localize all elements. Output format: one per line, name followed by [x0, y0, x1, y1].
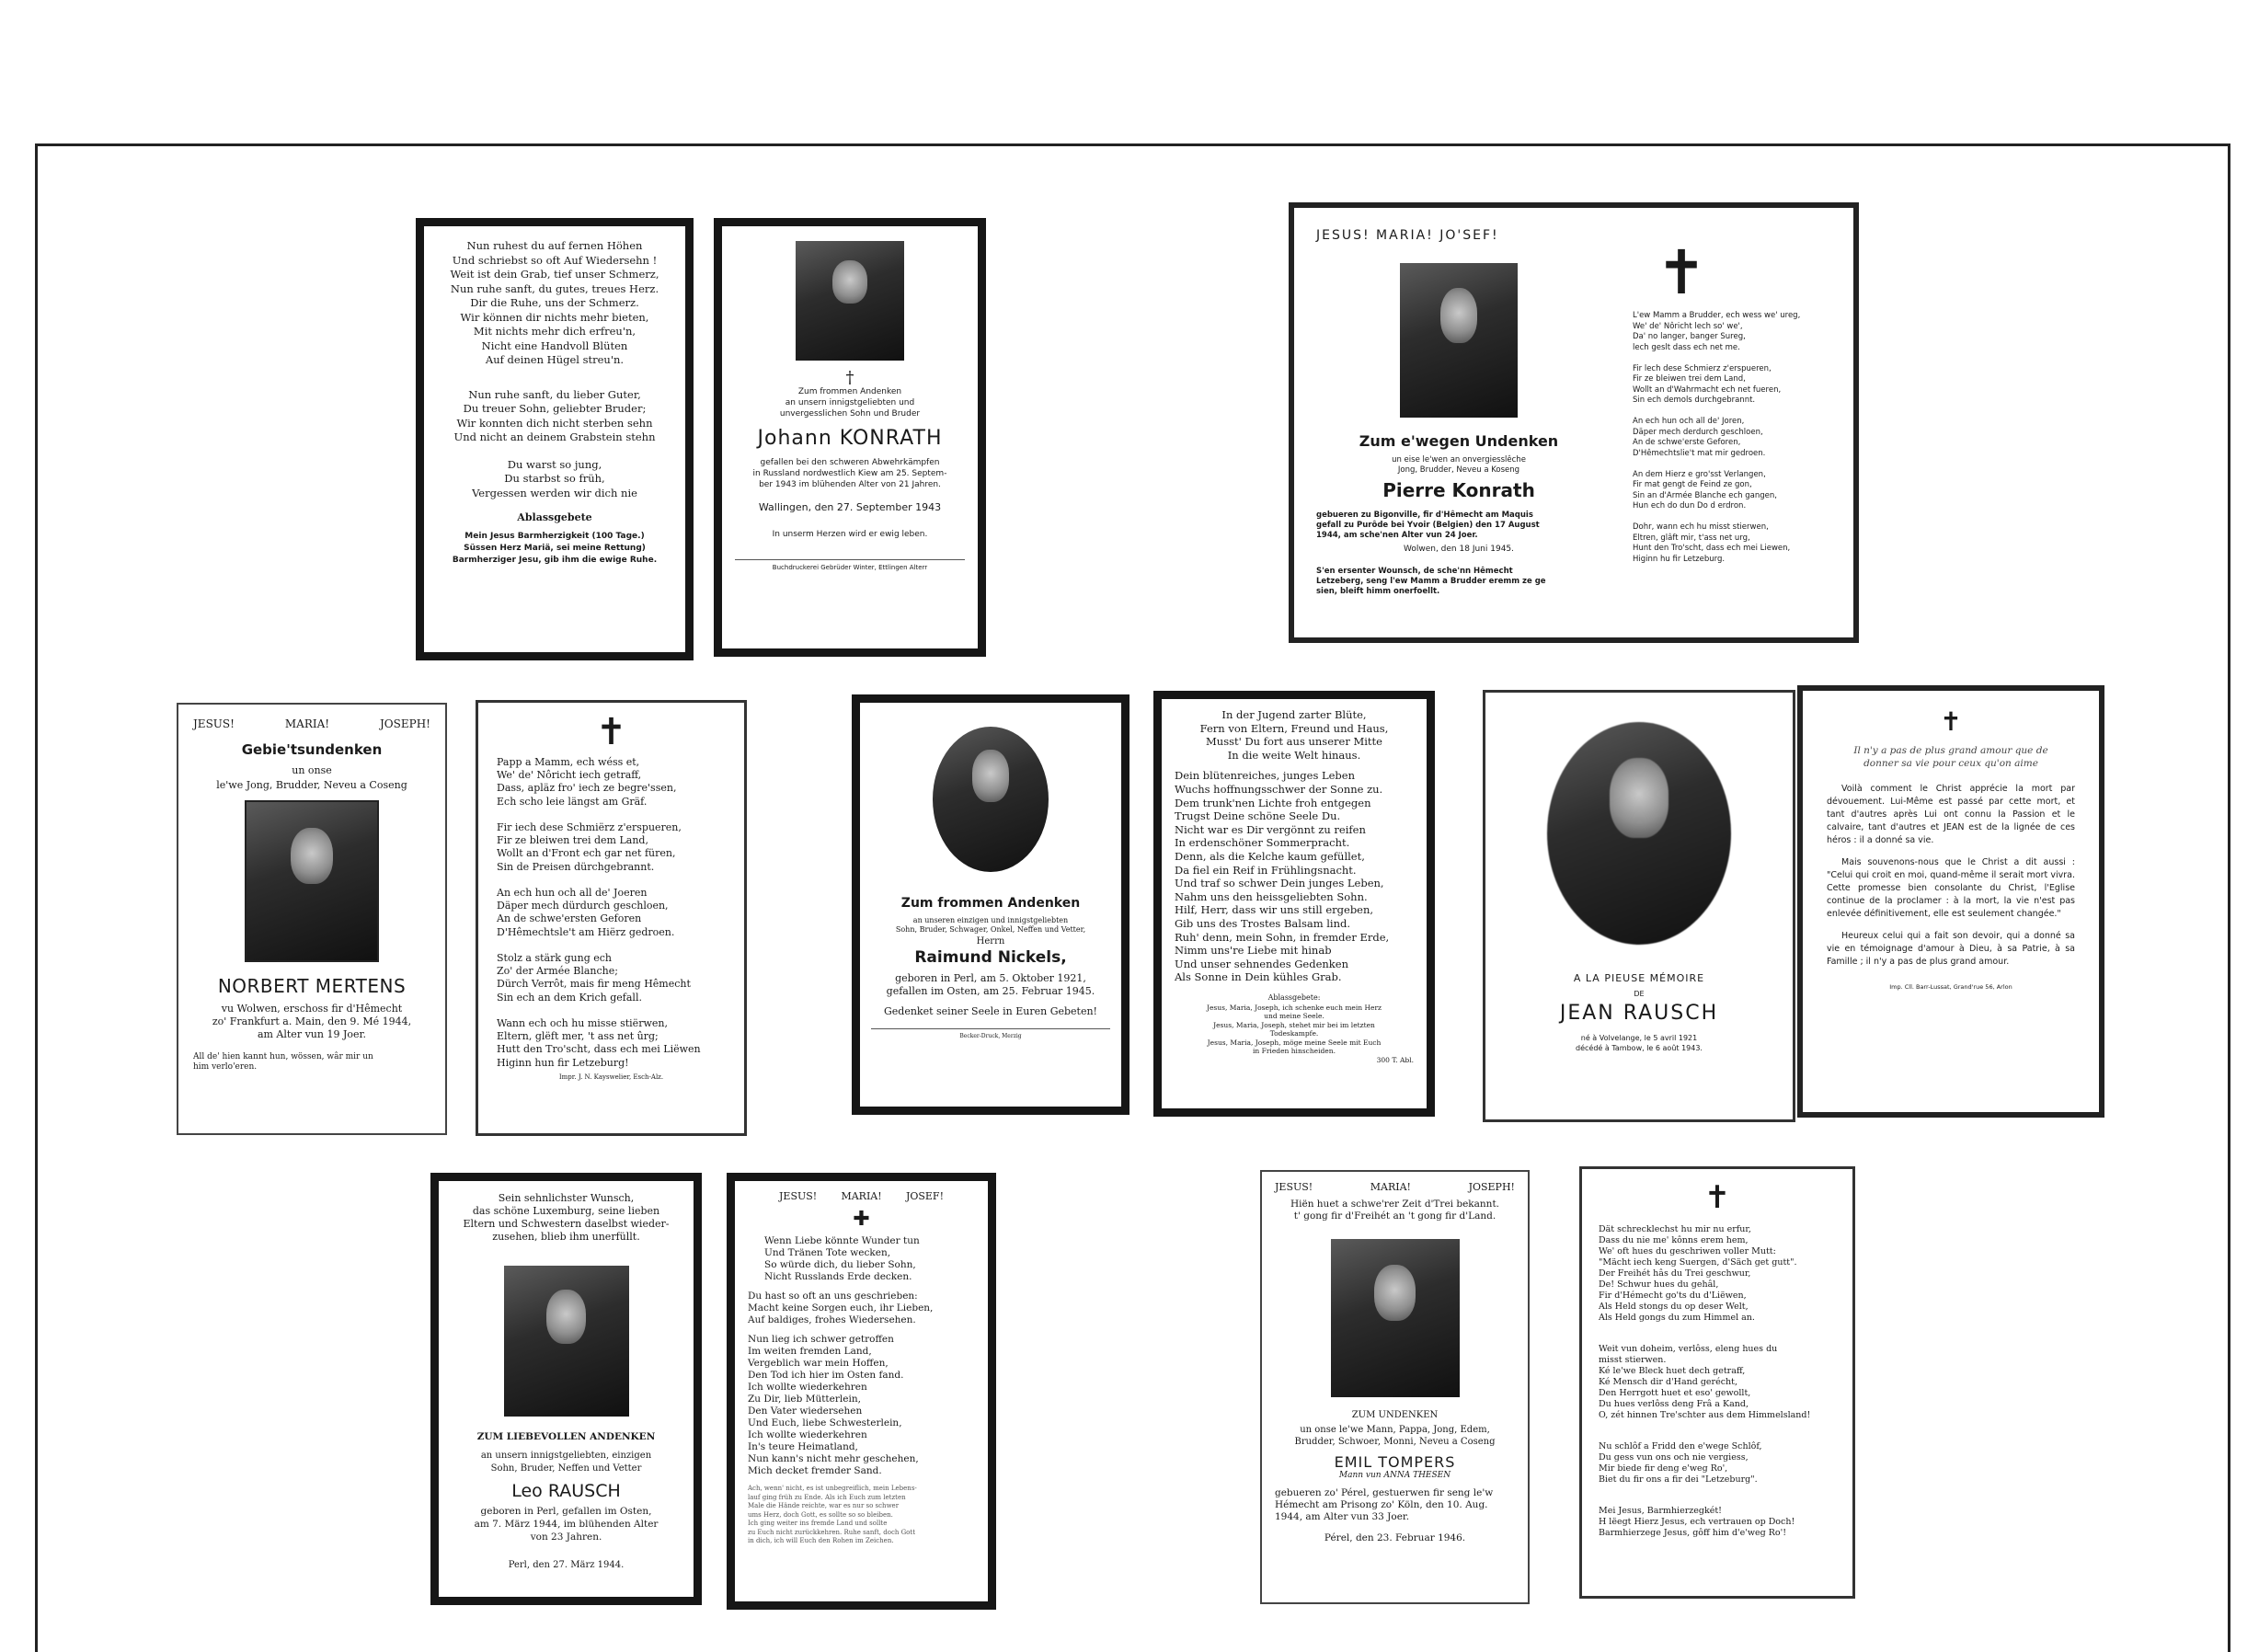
cross-icon: ✝ [1656, 237, 1707, 308]
name: EMIL TOMPERS [1334, 1453, 1456, 1471]
card-pierre-konrath [1289, 202, 1859, 643]
card-jean-rausch-text [1797, 685, 2104, 1118]
poem-stanza-2: Nun ruhe sanft, du lieber Guter, Du treuer Sohn, geliebter Bruder; Wir konnten dich nicht sterben sehn Und nicht an deinem Grabstein stehn [453, 387, 656, 443]
quote: Il n'y a pas de plus grand amour que de donner sa vie pour ceux qu'on aime [1853, 745, 2048, 769]
header-joseph: JOSEPH! [1468, 1181, 1515, 1193]
motto-poem: Hiën huet a schwe'rer Zeit d'Trei bekannt. t' gong fir d'Freihét an 't gong fir d'Land. [1290, 1199, 1500, 1222]
header-maria: MARIA! [1370, 1181, 1411, 1193]
header-jesus: JESUS! [779, 1190, 818, 1202]
first-name: Leo [511, 1481, 543, 1501]
intro: an unseren einzigen und innigstgeliebten Sohn, Bruder, Schwager, Onkel, Neffen und Vetter, [895, 916, 1086, 934]
card-poem-tompers [1579, 1166, 1855, 1599]
heading: A LA PIEUSE MÉMOIRE [1573, 972, 1705, 984]
prose-text: Ach, wenn' nicht, es ist unbegreiflich, mein Lebens- lauf ging früh zu Ende. Als ich Euch zum letzten Male die Hände reichte, war es nur so schwer ums Herz, doch Gott, es sollte so so bleiben. Ich ging weiter ins fremde Land und sollte zu Euch nicht zurückkehren. Ruhe sanft, doch Gott in dich, ich will Euch den Rohen im Zeichen. [748, 1485, 917, 1544]
header-maria: MARIA! [284, 717, 330, 730]
paragraph-2: Mais souvenons-nous que le Christ a dit aussi : "Celui qui croit en moi, quand-même il serait mort vivra. Cette promesse bien consolante du Christ, l'Eglise continue de la proclamer : à la mort, la vie n'est pas enlevée définitivement, elle est seulement changée." [1827, 857, 2075, 919]
ablass-prayers: Jesus, Maria, Joseph, ich schenke euch mein Herz und meine Seele. Jesus, Maria, Joseph, stehet mir bei im letzten Todeskampfe. Jesus, Maria, Joseph, möge meine Seele mit Euch in Frieden hinscheiden. [1206, 1003, 1382, 1056]
poem-stanza-2: Weit vun doheim, verlôss, eleng hues du misst stierwen. Ké le'we Bleck huet dech getraff, Ké Mensch dir d'Hand gerécht, Den Herrgott huet et eso' gewollt, Du hues verlôss deng Frâ a Kand, O, zét hinnen Tre'schter aus dem Himmelsland! [1599, 1344, 1811, 1420]
printer: Buchdruckerei Gebrüder Winter, Ettlingen Alterr [735, 559, 965, 571]
motto: Gedenket seiner Seele in Euren Gebeten! [884, 1005, 1097, 1017]
intro: un onse le'we Jong, Brudder, Neveu a Coseng [216, 764, 407, 791]
prayer: Mei Jesus, Barmhierzegkét! H lëegt Hierz Jesus, ech vertrauen op Doch! Barmhierzege Jesus, gôff him d'e'weg Ro'! [1599, 1506, 1795, 1538]
death-text: vu Wolwen, erschoss fir d'Hêmecht zo' Frankfurt a. Main, den 9. Mé 1944, am Alter vun 19 Joer. [212, 1003, 412, 1040]
place-date: Wallingen, den 27. September 1943 [758, 501, 942, 513]
ablass-prayers: Mein Jesus Barmherzigkeit (100 Tage.) Süssen Herz Mariä, sei meine Rettung) Barmherziger Jesu, gib ihm die ewige Ruhe. [452, 532, 658, 565]
poem-stanza-1: In der Jugend zarter Blüte, Fern von Eltern, Freund und Haus, Musst' Du fort aus unserer Mitte In die weite Welt hinaus. [1199, 708, 1389, 762]
portrait-photo [504, 1266, 629, 1417]
header [193, 717, 430, 730]
cross-icon: † [845, 368, 854, 387]
header-maria: MARIA! [841, 1190, 882, 1202]
cross-icon: ✝ [595, 711, 627, 753]
last-name: RAUSCH [547, 1481, 621, 1501]
card-leo-rausch [430, 1173, 702, 1605]
first-name: Johann [757, 427, 832, 450]
ablass-days: 300 T. Abl. [1376, 1055, 1414, 1064]
de: DE [1634, 990, 1645, 998]
date: Wolwen, den 18 Juni 1945. [1403, 545, 1515, 554]
header-josef: JOSEF! [905, 1190, 944, 1202]
portrait-photo [933, 727, 1049, 872]
birth-death-text: gebueren zu Bigonville, fir d'Hêmecht am Maquis gefall zu Purôde bei Yvoir (Belgien) den 17 August 1944, am sche'nen Alter vun 24 Joer. [1316, 511, 1540, 540]
spouse: Mann vun ANNA THESEN [1338, 1471, 1451, 1480]
card-poem-konrath [416, 218, 694, 660]
intro: Zum frommen Andenken an unsern innigstgeliebten und unvergesslichen Sohn und Bruder [779, 387, 921, 419]
last-name: KONRATH [839, 427, 943, 450]
portrait-photo [1547, 722, 1731, 945]
death-text: geboren in Perl, am 5. Oktober 1921, gefallen im Osten, am 25. Februar 1945. [886, 972, 1095, 997]
portrait-photo [245, 800, 379, 962]
poem: L'ew Mamm a Brudder, ech wess we' ureg, We' de' Nôricht lech so' we', Da' no langer, banger Sureg, lech geslt dass ech net me. Fir lech dese Schmierz z'erspueren, Fir ze bleiwen trei dem Land, Wollt an d'Wahrmacht ech net fueren, Sin ech demols durchgebrannt. An ech hun och all de' Joren, Däper mech derdurch geschloen, An de schwe'erste Geforen, D'Hêmechtslie't mat mir gedroen. An dem Hierz e gro'sst Verlangen, Fir mat gengt de Feind ze gon, Sin an d'Armée Blanche ech gangen, Hun ech do dun Do d erdron. Dohr, wann ech hu misst stierwen, Eltren, glâft mir, t'ass net urg, Hunt den Tro'scht, dass ech mei Liewen, Higinn hu fir Letzeburg. [1633, 311, 1801, 564]
death-text: gebueren zo' Pérel, gestuerwen fir seng le'w Hémecht am Prisong zo' Köln, den 10. Aug. 1944, am Alter vun 33 Joer. [1275, 1487, 1494, 1522]
paragraph-1: Voilà comment le Christ apprécie la mort par dévouement. Lui-Même est passé par cette mort, et tant d'autres après Lui ont connu la Passion et le calvaire, tant d'autres et JEAN est de la lignée de ces héros : il a donné sa vie. [1827, 784, 2075, 845]
heading: Gebie'tsundenken [241, 741, 383, 758]
wish-text: S'en ersenter Wounsch, de sche'nn Hêmecht Letzeberg, seng l'ew Mamm a Brudder eremm ze ge sien, bleift himm onerfoellt. [1316, 567, 1546, 596]
name: Pierre Konrath [1382, 479, 1535, 501]
name: NORBERT MERTENS [217, 975, 407, 997]
cross-icon: ✚ [853, 1208, 870, 1231]
died: décédé à Tambow, le 6 août 1943. [1576, 1044, 1703, 1052]
portrait-photo [796, 241, 904, 361]
card-poem-wenn-liebe [727, 1173, 996, 1610]
death-text: geboren in Perl, gefallen im Osten, am 7. März 1944, im blühenden Alter von 23 Jahren. [474, 1506, 659, 1543]
poem-stanza-1: Dät schrecklechst hu mir nu erfur, Dass du nie me' kônns erem hem, We' oft hues du geschriwen voller Mutt: "Mächt iech keng Suergen, d'Säch get gutt". Der Freihét hâs du Trei geschwur, De! Schwur hues du gehâl, Fir d'Hémecht go'ts du d'Liëwen, Als Held stongs du op deser Welt, Als Held gongs du zum Himmel an. [1599, 1224, 1797, 1323]
wish-text: Sein sehnlichster Wunsch, das schöne Luxemburg, seine lieben Eltern und Schwestern daselbst wieder- zusehen, blieb ihm unerfüllt. [463, 1192, 670, 1243]
printer: Impr. J. N. Kayswelier, Esch-Alz. [558, 1073, 664, 1081]
paragraph-3: Heureux celui qui a fait son devoir, qui a donné sa vie en témoignage d'amour à Dieu, à sa Patrie, à sa Famille ; il n'y a pas de plus grand amour. [1827, 931, 2075, 967]
heading: Zum frommen Andenken [900, 896, 1081, 911]
portrait-photo [1331, 1239, 1460, 1397]
name: Raimund Nickels, [914, 948, 1067, 967]
poem: Papp a Mamm, ech wéss et, We' de' Nôricht iech getraff, Dass, apläz fro' iech ze begre'ssen, Ech scho leie längst am Gräf. Fir iech dese Schmiërz z'erspueren, Fir ze bleiwen trei dem Land, Wollt an d'Front ech gar net füren, Sin de Preisen dürchgebrannt. An ech hun och all de' Joeren Däper mech dürdurch geschloen, An de schwe'ersten Geforen D'Hêmechtsle't am Hiërz gedroen. Stolz a stärk gung ech Zo' der Armée Blanche; Dürch Verrôt, mais fir meng Hêmecht Sin ech an dem Krich gefall. Wann ech och hu misse stiërwen, Eltern, glëft mer, 't ass net ûrg; Hutt den Tro'scht, dass ech mei Liëwen Higinn hun fir Letzeburg! [497, 756, 701, 1069]
cross-icon: ✝ [1940, 706, 1962, 737]
header: JESUS! MARIA! JO'SEF! [1316, 228, 1499, 243]
header-jesus: JESUS! [193, 717, 235, 730]
card-norbert-mertens [177, 703, 447, 1135]
name: JEAN RAUSCH [1559, 1002, 1719, 1025]
intro: un eise le'wen an onvergiesslêche Jong, Brudder, Neveu a Koseng [1392, 455, 1526, 475]
poem-stanza-3: Du warst so jung, Du starbst so früh, Vergessen werden wir dich nie [472, 457, 637, 499]
ablass-title: Ablassgebete [517, 511, 592, 523]
card-emil-tompers [1260, 1170, 1530, 1604]
header [1275, 1181, 1515, 1193]
card-jean-rausch [1483, 690, 1795, 1122]
motto: In unserm Herzen wird er ewig leben. [772, 530, 928, 539]
header-jesus: JESUS! [1275, 1181, 1313, 1193]
header [748, 1190, 975, 1202]
footer: All de' hien kannt hun, wössen, wâr mir un him verlo'eren. [193, 1052, 373, 1072]
name [452, 1481, 681, 1501]
card-poem-papp-a-mamm [476, 700, 747, 1136]
name [735, 427, 965, 450]
intro: un onse le'we Mann, Pappa, Jong, Edem, Brudder, Schwoer, Monni, Neveu a Coseng [1294, 1425, 1496, 1447]
poem-stanza-1: Wenn Liebe könnte Wunder tun Und Tränen Tote wecken, So würde dich, du lieber Sohn, Nicht Russlands Erde decken. [764, 1235, 920, 1282]
death-text: gefallen bei den schweren Abwehrkämpfen in Russland nordwestlich Kiew am 25. Septem- ber 1943 im blühenden Alter von 21 Jahren. [752, 458, 947, 489]
heading: ZUM UNDENKEN [1351, 1410, 1439, 1420]
poem-stanza-2: Du hast so oft an uns geschrieben: Macht keine Sorgen euch, ihr Lieben, Auf baldiges, frohes Wiedersehen. [748, 1291, 934, 1325]
born: né à Volvelange, le 5 avril 1921 [1580, 1034, 1698, 1042]
heading: Zum e'wegen Undenken [1359, 432, 1559, 450]
printer: Imp. Cll. Barr-Lussat, Grand'rue 56, Arlon [1889, 983, 2012, 991]
card-poem-jugend [1153, 691, 1435, 1117]
portrait-photo [1400, 263, 1518, 418]
place-date: Perl, den 27. März 1944. [508, 1560, 625, 1570]
ablass-title: Ablassgebete: [1267, 992, 1321, 1002]
cross-icon: ✝ [1703, 1179, 1731, 1216]
poem-stanza-2: Dein blütenreiches, junges Leben Wuchs hoffnungsschwer der Sonne zu. Dem trunk'nen Lichte froh entgegen Trugst Deine schöne Seele Du. Nicht war es Dir vergönnt zu reifen In erdenschöner Sommerpracht. Denn, als die Kelche kaum gefüllet, Da fiel ein Reif in Frühlingsnacht. Und traf so schwer Dein junges Leben, Nahm uns den heissgeliebten Sohn. Hilf, Herr, dass wir uns still ergeben, Gib uns des Trostes Balsam lind. Ruh' denn, mein Sohn, in fremder Erde, Nimm uns're Liebe mit hinab Und unser sehnendes Gedenken Als Sonne in Dein kühles Grab. [1175, 769, 1390, 984]
place-date: Pérel, den 23. Februar 1946. [1324, 1532, 1466, 1543]
card-raimund-nickels [852, 694, 1130, 1115]
intro: an unsern innigstgeliebten, einzigen Sohn, Bruder, Neffen und Vetter [480, 1451, 652, 1474]
heading: ZUM LIEBEVOLLEN ANDENKEN [476, 1431, 656, 1442]
poem-stanza-3: Nu schlôf a Fridd den e'wege Schlôf, Du gess vun ons och nie vergiess, Mir biede fir deng e'weg Ro', Biet du fir ons a fir dei "Letzeburg". [1599, 1441, 1762, 1485]
header-joseph: JOSEPH! [379, 717, 430, 730]
poem-stanza-3: Nun lieg ich schwer getroffen Im weiten fremden Land, Vergeblich war mein Hoffen, Den Tod ich hier im Osten fand. Ich wollte wiederkehren Zu Dir, lieb Mütterlein, Den Vater wiedersehen Und Euch, liebe Schwesterlein, Ich wollte wiederkehren In's teure Heimatland, Nun kann's nicht mehr geschehen, Mich decket fremder Sand. [748, 1334, 919, 1476]
printer: Becker-Druck, Merzig [871, 1028, 1110, 1039]
herr: Herrn [976, 936, 1005, 946]
card-johann-konrath [714, 218, 986, 657]
poem: Nun ruhest du auf fernen Höhen Und schriebst so oft Auf Wiedersehn ! Weit ist dein Grab, tief unser Schmerz, Nun ruhe sanft, du gutes, treues Herz. Dir die Ruhe, uns der Schmerz. Wir können dir nichts mehr bieten, Mit nichts mehr dich erfreu'n, Nicht eine Handvoll Blüten Auf deinen Hügel streu'n. [450, 239, 659, 366]
